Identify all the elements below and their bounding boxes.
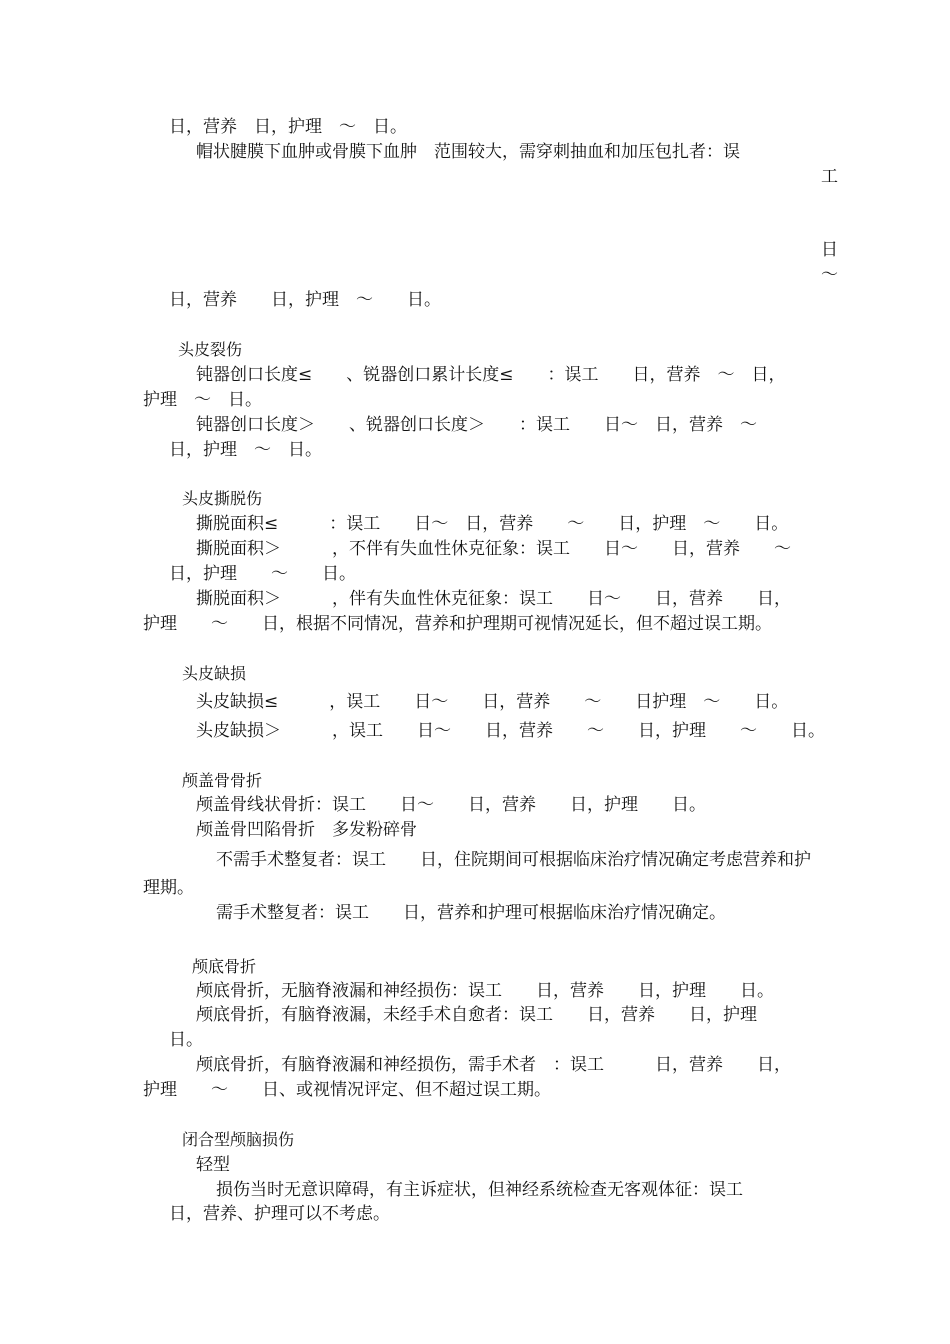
text-line: 日，营养 日，护理 ～ 日。 bbox=[169, 117, 407, 137]
section-heading: 颅盖骨骨折 bbox=[182, 771, 263, 790]
section-heading: 闭合型颅脑损伤 bbox=[182, 1130, 295, 1149]
section-heading: 头皮撕脱伤 bbox=[182, 489, 263, 508]
text-line: 轻型 bbox=[196, 1155, 230, 1175]
text-line: 颅底骨折，无脑脊液漏和神经损伤：误工 日，营养 日，护理 日。 bbox=[196, 981, 774, 1001]
text-line: 日，护理 ～ 日。 bbox=[169, 564, 356, 584]
text-line: 理期。 bbox=[143, 878, 194, 898]
text-line: 护理 ～ 日、或视情况评定、但不超过误工期。 bbox=[143, 1080, 551, 1100]
text-line: 颅盖骨线状骨折：误工 日～ 日，营养 日，护理 日。 bbox=[196, 795, 706, 815]
text-line: 工 bbox=[821, 167, 838, 187]
text-line: 不需手术整复者：误工 日，住院期间可根据临床治疗情况确定考虑营养和护 bbox=[216, 850, 811, 870]
text-line: 护理 ～ 日，根据不同情况，营养和护理期可视情况延长，但不超过误工期。 bbox=[143, 614, 772, 634]
text-line: 钝器创口长度＞ 、锐器创口长度＞ ：误工 日～ 日，营养 ～ bbox=[196, 415, 757, 435]
text-line: 需手术整复者：误工 日，营养和护理可根据临床治疗情况确定。 bbox=[216, 903, 726, 923]
text-line: 日，护理 ～ 日。 bbox=[169, 440, 322, 460]
text-line: 撕脱面积＞ ，不伴有失血性休克征象：误工 日～ 日，营养 ～ bbox=[196, 539, 791, 559]
text-line: 钝器创口长度≤ 、锐器创口累计长度≤ ：误工 日，营养 ～ 日， bbox=[196, 365, 786, 385]
text-line: 撕脱面积＞ ，伴有失血性休克征象：误工 日～ 日，营养 日， bbox=[196, 589, 791, 609]
text-line: 撕脱面积≤ ：误工 日～ 日，营养 ～ 日，护理 ～ 日。 bbox=[196, 514, 789, 534]
text-line: 损伤当时无意识障碍，有主诉症状，但神经系统检查无客观体征：误工 bbox=[216, 1180, 743, 1200]
text-line: 帽状腱膜下血肿或骨膜下血肿 范围较大，需穿刺抽血和加压包扎者：误 bbox=[196, 142, 740, 162]
text-line: 头皮缺损≤ ，误工 日～ 日，营养 ～ 日护理 ～ 日。 bbox=[196, 692, 789, 712]
text-line: 颅底骨折，有脑脊液漏，未经手术自愈者：误工 日，营养 日，护理 bbox=[196, 1005, 757, 1025]
text-line: 日，营养、护理可以不考虑。 bbox=[169, 1204, 390, 1224]
text-line: 颅盖骨凹陷骨折 多发粉碎骨 bbox=[196, 820, 417, 840]
section-heading: 颅底骨折 bbox=[192, 957, 257, 976]
text-line: 日，营养 日，护理 ～ 日。 bbox=[169, 290, 441, 310]
text-line: 护理 ～ 日。 bbox=[143, 390, 262, 410]
text-line: 日。 bbox=[169, 1030, 203, 1050]
text-line: 日 bbox=[821, 240, 838, 260]
section-heading: 头皮缺损 bbox=[182, 664, 247, 683]
text-line: 颅底骨折，有脑脊液漏和神经损伤，需手术者 ：误工 日，营养 日， bbox=[196, 1055, 791, 1075]
section-heading: 头皮裂伤 bbox=[178, 340, 243, 359]
text-line: ～ bbox=[821, 265, 838, 285]
text-line: 头皮缺损＞ ，误工 日～ 日，营养 ～ 日，护理 ～ 日。 bbox=[196, 721, 825, 741]
